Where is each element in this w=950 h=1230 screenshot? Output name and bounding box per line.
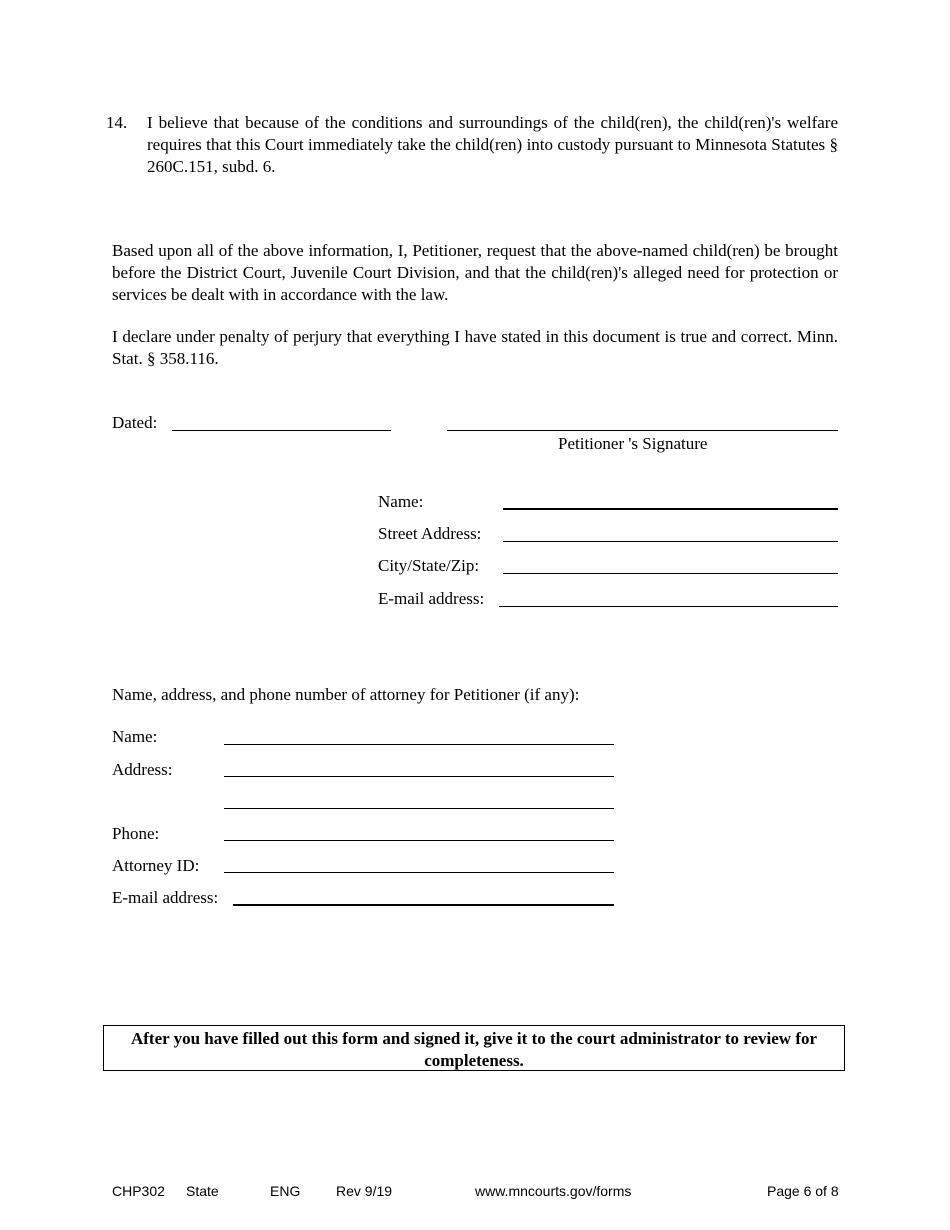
attorney-email-field[interactable] (233, 904, 614, 906)
petitioner-email-field[interactable] (499, 606, 838, 607)
dated-field[interactable] (172, 430, 391, 431)
petitioner-signature-caption: Petitioner 's Signature (558, 434, 708, 453)
petitioner-city-label: City/State/Zip: (378, 556, 480, 575)
attorney-email-label: E-mail address: (112, 888, 219, 907)
petitioner-name-field[interactable] (503, 508, 838, 510)
footer-jurisdiction: State (186, 1183, 219, 1199)
petitioner-email-label: E-mail address: (378, 589, 485, 608)
attorney-address-field-2[interactable] (224, 808, 614, 809)
footer-website: www.mncourts.gov/forms (475, 1183, 632, 1199)
request-paragraph: Based upon all of the above information, I, Petitioner, request that the above-named child(ren) be brought before the District Court, Juvenile Court Division, and that the child(ren)'s alleged need for protection or services be dealt with in accordance with the law. (112, 241, 838, 304)
item-14-number: 14. (106, 113, 128, 132)
footer-form-code: CHP302 (112, 1183, 165, 1199)
petitioner-street-field[interactable] (503, 541, 838, 542)
petitioner-street-label: Street Address: (378, 524, 482, 543)
attorney-id-field[interactable] (224, 872, 614, 873)
completion-notice-text: After you have filled out this form and signed it, give it to the court administrator to review for completeness. (130, 1029, 818, 1070)
attorney-address-label: Address: (112, 760, 173, 779)
completion-notice-box (103, 1025, 845, 1071)
attorney-name-label: Name: (112, 727, 158, 746)
footer-language: ENG (270, 1183, 301, 1199)
attorney-heading: Name, address, and phone number of attorney for Petitioner (if any): (112, 685, 580, 704)
attorney-phone-field[interactable] (224, 840, 614, 841)
declaration-paragraph: I declare under penalty of perjury that everything I have stated in this document is true and correct. Minn. Stat. § 358.116. (112, 327, 838, 368)
petitioner-signature-field[interactable] (447, 430, 838, 431)
dated-label: Dated: (112, 413, 158, 432)
petitioner-name-label: Name: (378, 492, 424, 511)
item-14-text: I believe that because of the conditions and surroundings of the child(ren), the child(ren)'s welfare requires that this Court immediately take the child(ren) into custody pursuant to Minnesota Statutes § 260C.151, subd. 6. (147, 113, 838, 176)
footer-page-number: Page 6 of 8 (767, 1183, 839, 1199)
attorney-id-label: Attorney ID: (112, 856, 200, 875)
attorney-phone-label: Phone: (112, 824, 160, 843)
attorney-address-field-1[interactable] (224, 776, 614, 777)
footer-revision: Rev 9/19 (336, 1183, 393, 1199)
attorney-name-field[interactable] (224, 744, 614, 745)
petitioner-city-field[interactable] (503, 573, 838, 574)
